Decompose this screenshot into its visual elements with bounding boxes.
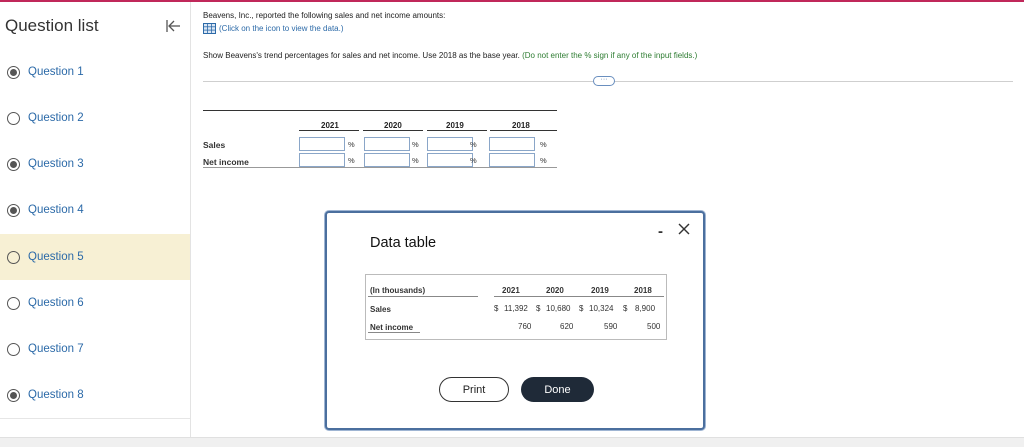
year-header-2019: 2019 bbox=[446, 121, 464, 130]
currency-sign: $ bbox=[579, 304, 584, 313]
sales-2019-value: 10,324 bbox=[589, 304, 614, 313]
unit-label: (In thousands) bbox=[370, 286, 426, 295]
answered-radio-icon bbox=[7, 66, 20, 79]
net-income-2018-input[interactable] bbox=[489, 153, 535, 167]
pct-sign: % bbox=[470, 156, 477, 165]
instruction-text: Show Beavens's trend percentages for sales and net income. Use 2018 as the base year. bbox=[203, 51, 520, 60]
question-label: Question 1 bbox=[28, 66, 84, 78]
answered-radio-icon bbox=[7, 158, 20, 171]
data-table-modal bbox=[325, 211, 705, 430]
pct-sign: % bbox=[412, 140, 419, 149]
header-rule bbox=[494, 296, 664, 297]
net-income-2019-input[interactable] bbox=[427, 153, 473, 167]
question-item-2[interactable] bbox=[0, 95, 190, 141]
currency-sign: $ bbox=[623, 304, 628, 313]
currency-sign: $ bbox=[494, 304, 499, 313]
question-label: Question 8 bbox=[28, 389, 84, 401]
row-label-net-income: Net income bbox=[203, 157, 249, 167]
sales-2020-value: 10,680 bbox=[546, 304, 571, 313]
year-header-2020: 2020 bbox=[384, 121, 402, 130]
question-label: Question 2 bbox=[28, 112, 84, 124]
done-button[interactable]: Done bbox=[521, 377, 594, 402]
view-data-link[interactable] bbox=[203, 23, 344, 34]
close-icon[interactable] bbox=[677, 222, 691, 236]
question-label: Question 7 bbox=[28, 343, 84, 355]
pct-sign: % bbox=[540, 156, 547, 165]
net-income-2018-value: 500 bbox=[647, 322, 661, 331]
question-label: Question 5 bbox=[28, 251, 84, 263]
question-item-5[interactable] bbox=[0, 234, 190, 280]
net-income-2020-value: 620 bbox=[560, 322, 574, 331]
view-data-link-text[interactable]: (Click on the icon to view the data.) bbox=[219, 24, 344, 33]
problem-instruction bbox=[203, 51, 697, 60]
net-income-2019-value: 590 bbox=[604, 322, 618, 331]
data-row-label-net-income: Net income bbox=[370, 323, 414, 332]
sales-2021-input[interactable] bbox=[299, 137, 345, 151]
row-rule bbox=[368, 332, 420, 333]
answered-radio-icon bbox=[7, 204, 20, 217]
data-year-2019: 2019 bbox=[591, 286, 609, 295]
unanswered-radio-icon bbox=[7, 251, 20, 264]
question-label: Question 3 bbox=[28, 158, 84, 170]
question-item-1[interactable] bbox=[0, 49, 190, 95]
pct-sign: % bbox=[348, 140, 355, 149]
net-income-2021-input[interactable] bbox=[299, 153, 345, 167]
sidebar-header bbox=[0, 2, 190, 46]
minimize-button[interactable]: - bbox=[658, 223, 663, 240]
pct-sign: % bbox=[412, 156, 419, 165]
sidebar-divider bbox=[0, 418, 190, 419]
question-item-3[interactable] bbox=[0, 141, 190, 187]
sidebar-title: Question list bbox=[5, 16, 99, 35]
header-rule bbox=[299, 130, 359, 131]
header-rule bbox=[363, 130, 423, 131]
answered-radio-icon bbox=[7, 389, 20, 402]
year-header-2021: 2021 bbox=[321, 121, 339, 130]
unanswered-radio-icon bbox=[7, 112, 20, 125]
header-rule bbox=[490, 130, 557, 131]
unanswered-radio-icon bbox=[7, 297, 20, 310]
header-rule bbox=[427, 130, 487, 131]
currency-sign: $ bbox=[536, 304, 541, 313]
data-table bbox=[365, 274, 667, 340]
data-year-2020: 2020 bbox=[546, 286, 564, 295]
header-rule bbox=[368, 296, 478, 297]
modal-title: Data table bbox=[370, 235, 437, 251]
year-header-2018: 2018 bbox=[512, 121, 530, 130]
question-label: Question 4 bbox=[28, 204, 84, 216]
pct-sign: % bbox=[348, 156, 355, 165]
question-item-4[interactable] bbox=[0, 187, 190, 233]
sales-2020-input[interactable] bbox=[364, 137, 410, 151]
sales-2018-input[interactable] bbox=[489, 137, 535, 151]
collapse-sidebar-icon[interactable] bbox=[164, 17, 182, 35]
data-year-2021: 2021 bbox=[502, 286, 520, 295]
question-label: Question 6 bbox=[28, 297, 84, 309]
net-income-2020-input[interactable] bbox=[364, 153, 410, 167]
net-income-2021-value: 760 bbox=[518, 322, 532, 331]
bottom-bar bbox=[0, 437, 1024, 447]
question-item-8[interactable] bbox=[0, 372, 190, 418]
table-bottom-rule bbox=[203, 167, 557, 168]
table-top-rule bbox=[203, 110, 557, 111]
problem-intro: Beavens, Inc., reported the following sales and net income amounts: bbox=[203, 11, 446, 20]
pct-sign: % bbox=[540, 140, 547, 149]
table-icon[interactable] bbox=[203, 23, 216, 34]
pct-sign: % bbox=[470, 140, 477, 149]
unanswered-radio-icon bbox=[7, 343, 20, 356]
sales-2021-value: 11,392 bbox=[504, 304, 528, 313]
sales-2019-input[interactable] bbox=[427, 137, 473, 151]
question-item-6[interactable] bbox=[0, 280, 190, 326]
print-button[interactable]: Print bbox=[439, 377, 509, 402]
data-year-2018: 2018 bbox=[634, 286, 652, 295]
question-item-7[interactable] bbox=[0, 326, 190, 372]
row-label-sales: Sales bbox=[203, 140, 226, 150]
sales-2018-value: 8,900 bbox=[635, 304, 656, 313]
expand-more-button[interactable]: ··· bbox=[593, 76, 615, 86]
data-row-label-sales: Sales bbox=[370, 305, 391, 314]
instruction-note: (Do not enter the % sign if any of the input fields.) bbox=[522, 51, 698, 60]
question-list-sidebar bbox=[0, 2, 191, 437]
